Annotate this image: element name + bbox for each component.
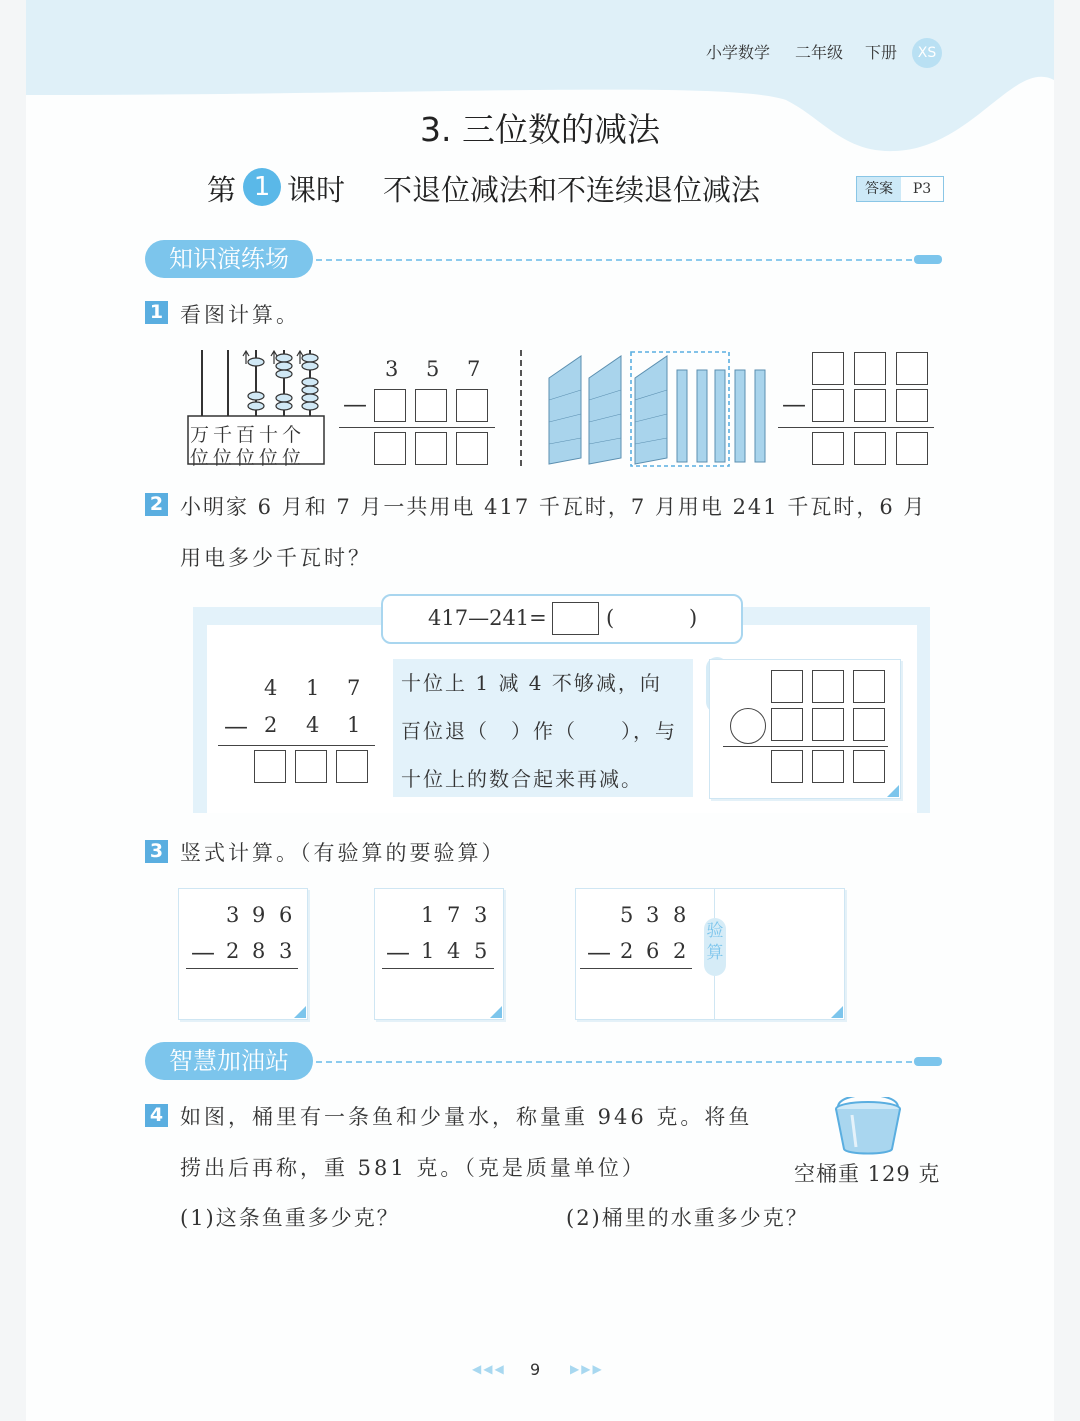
answer-box[interactable] [456,389,488,422]
digit: 9 [252,903,266,927]
unit-close: ) [689,606,698,630]
page-fold [887,785,899,797]
page-number: 9 [530,1360,541,1379]
digit: 8 [252,939,266,963]
page-fold [490,1006,502,1018]
digit: 4 [447,939,461,963]
sub-question-2: (2)桶里的水重多少克？ [566,1206,809,1230]
answer-page: P3 [912,181,932,197]
section-challenge: 智慧加油站 [145,1042,313,1080]
section-divider [316,1061,912,1063]
calc-line [186,968,298,969]
page-arrows-right-icon: ▶▶▶ [570,1362,604,1376]
digit: 2 [226,939,240,963]
abacus-label: 千 [213,424,237,446]
answer-box[interactable] [812,352,844,385]
calc-line [382,968,494,969]
answer-box[interactable] [254,750,286,783]
operator-circle[interactable] [730,708,766,744]
answer-box[interactable] [854,389,886,422]
digit: 3 [646,903,660,927]
calc-line [218,745,375,746]
hint-line: 十位上 1 减 4 不够减，向 [401,671,662,695]
minus-sign: — [191,938,215,966]
digit: 1 [347,713,361,737]
answer-box[interactable] [853,750,885,783]
equation-box [381,594,743,644]
abacus-label: 百 [236,424,260,446]
answer-box[interactable] [456,432,488,465]
question-text-cont: 捞出后再称，重 581 克。（克是质量单位） [180,1156,646,1180]
header-volume: 下册 [865,43,898,62]
sub-question-1: (1)这条鱼重多少克？ [180,1206,400,1230]
answer-box[interactable] [295,750,327,783]
equation-answer-box[interactable] [552,602,599,635]
answer-box[interactable] [896,432,928,465]
question-text: 竖式计算。（有验算的要验算） [180,841,506,865]
answer-box[interactable] [896,352,928,385]
calc-line [339,427,495,428]
answer-label: 答案 [857,177,901,201]
abacus-suffix: 位 [282,447,306,469]
digit: 5 [474,939,488,963]
digit: 8 [673,903,687,927]
digit: 2 [673,939,687,963]
digit: 4 [306,713,320,737]
calc-line [778,427,934,428]
digit: 1 [421,903,435,927]
answer-box[interactable] [771,670,803,703]
bucket-icon [832,1097,904,1157]
abacus-label: 十 [259,424,283,446]
minuend-digit: 7 [467,357,481,381]
answer-box[interactable] [336,750,368,783]
minus-sign: — [782,390,806,418]
question-text: 小明家 6 月和 7 月一共用电 417 千瓦时，7 月用电 241 千瓦时，6 月 [180,495,927,519]
question-number: 3 [145,840,168,863]
abacus-suffix: 位 [213,447,237,469]
unit-open: ( [606,606,615,630]
page-fold [831,1006,843,1018]
answer-box[interactable] [853,670,885,703]
answer-box[interactable] [854,352,886,385]
answer-box[interactable] [853,708,885,741]
base-ten-blocks-drawing [545,350,775,468]
xs-badge: XS [912,38,942,68]
minus-sign: — [224,712,248,740]
lesson-suffix: 课时 [287,173,346,207]
header-grade: 二年级 [795,43,844,62]
digit: 3 [474,903,488,927]
abacus-label: 万 [190,424,214,446]
digit: 5 [620,903,634,927]
minuend-digit: 3 [385,357,399,381]
question-text-cont: 用电多少千瓦时？ [180,546,372,570]
digit: 1 [421,939,435,963]
verify-tab [704,918,726,976]
answer-box[interactable] [812,432,844,465]
question-number: 2 [145,493,168,516]
calc-line [580,968,692,969]
minuend-digit: 5 [426,357,440,381]
question-text: 如图，桶里有一条鱼和少量水，称量重 946 克。将鱼 [180,1105,753,1129]
page-fold [294,1006,306,1018]
digit: 7 [347,676,361,700]
section-practice: 知识演练场 [145,240,313,278]
abacus-place-suffix [190,443,305,470]
right-margin [1054,0,1080,1421]
left-margin [0,0,26,1421]
page-arrows-left-icon: ◀◀◀ [472,1362,506,1376]
section-divider [316,259,912,261]
answer-box[interactable] [896,389,928,422]
verify-char: 算 [706,943,724,963]
abacus-suffix: 位 [236,447,260,469]
calc-line [723,746,888,747]
minus-sign: — [343,390,367,418]
hint-line: 百位退（ ）作（ ），与 [401,719,677,743]
question-text: 看图计算。 [180,303,300,327]
answer-reference[interactable] [856,176,944,202]
hint-box [393,659,693,797]
answer-box[interactable] [854,432,886,465]
digit: 6 [279,903,293,927]
header-subject: 小学数学 [706,43,771,62]
answer-box[interactable] [812,708,844,741]
verify-char: 验 [706,921,724,941]
digit: 4 [264,676,278,700]
answer-box[interactable] [374,432,406,465]
digit: 6 [646,939,660,963]
hint-line: 十位上的数合起来再减。 [401,767,643,791]
abacus-label: 个 [282,424,306,446]
lesson-number: 1 [243,168,281,206]
section-divider-end [914,1057,942,1066]
minus-sign: — [386,938,410,966]
answer-box[interactable] [812,750,844,783]
digit: 3 [226,903,240,927]
lesson-name: 不退位减法和不连续退位减法 [383,173,761,207]
digit: 2 [264,713,278,737]
answer-box[interactable] [415,432,447,465]
digit: 7 [447,903,461,927]
answer-box[interactable] [415,389,447,422]
equation-text: 417—241= [428,606,547,630]
abacus-suffix: 位 [259,447,283,469]
answer-box[interactable] [771,708,803,741]
answer-box[interactable] [771,750,803,783]
question-number: 4 [145,1104,168,1127]
answer-box[interactable] [812,670,844,703]
abacus-suffix: 位 [190,447,214,469]
digit: 2 [620,939,634,963]
bucket-caption: 空桶重 129 克 [794,1162,941,1186]
digit: 3 [279,939,293,963]
question-number: 1 [145,301,168,324]
lesson-prefix: 第 [207,173,237,207]
answer-box[interactable] [374,389,406,422]
section-divider-end [914,255,942,264]
figure-divider [520,350,522,466]
digit: 1 [306,676,320,700]
answer-box[interactable] [812,389,844,422]
minus-sign: — [587,938,611,966]
page-title: 3. 三位数的减法 [420,110,660,149]
